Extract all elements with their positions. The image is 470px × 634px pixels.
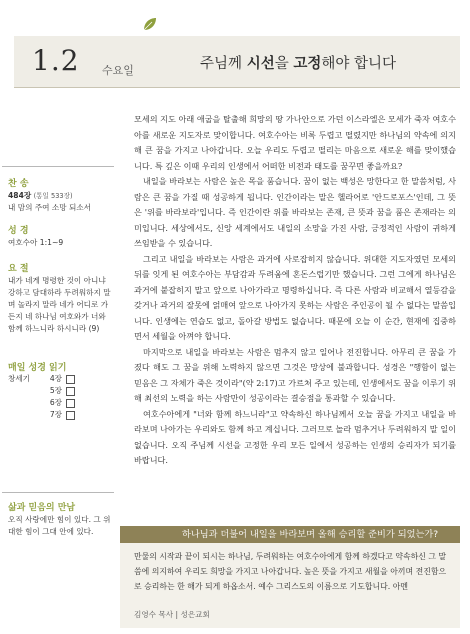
reflection-question: 하나님과 더불어 내일을 바라보며 올해 승리할 준비가 되었는가? [120, 526, 460, 543]
sidebar-divider [2, 166, 114, 167]
leaf-icon [142, 16, 158, 32]
quote-heading: 삶과 믿음의 만남 [8, 503, 76, 513]
header-divider [14, 87, 460, 88]
author-credit: 김영수 목사 | 성은교회 [134, 610, 210, 619]
day-of-week: 수요일 [102, 64, 134, 77]
quote-text: 오직 사랑에만 힘이 있다. 그 위대한 힘이 그대 안에 있다. [8, 515, 111, 536]
body-paragraph: 마지막으로 내일을 바라보는 사람은 멈추지 않고 일어나 전진합니다. 아무리 큰 꿈을 가졌다 해도 그 꿈을 위해 노력하지 않으면 그것은 망상에 불과합니다. 성경은 "행함이 없는 믿음은 그 자체가 죽은 것이라"(약 2:17)고 가르쳐 주고 있는데, 인생에서도 꿈을 이루기 위해 최선의 노력을 하는 사람만이 성공이라는 결승점을 통과할 수 있습니다. [134, 346, 456, 403]
author-church: 성은교회 [180, 610, 210, 619]
hymn-info [8, 190, 112, 214]
daily-reading-heading: 매일 성경 읽기 [8, 363, 67, 373]
reading-chapter: 6장 [49, 398, 62, 407]
sidebar-divider [2, 492, 114, 493]
reading-chapter: 5장 [49, 386, 62, 395]
body-paragraph: 모세의 지도 아래 애굽을 탈출해 희망의 땅 가나안으로 가던 이스라엘은 모세가 죽자 여호수아를 새로운 지도자로 맞이합니다. 여호수아는 비록 두렵고 떨렸지만 하나님의 약속에 의지해 큰 꿈을 가지고 나아갑니다. 오늘 우리도 두렵고 떨리는 마음으로 새로운 해를 맞이했습니다. 특 깊은 이때 우리의 인생에서 어떠한 비전과 태도를 꿈꾸면 좋을까요? [134, 114, 456, 171]
hymn-number: 484장 [8, 191, 32, 200]
reading-chapter: 4장 [49, 374, 62, 383]
hymn-title: 내 맘의 주여 소망 되소서 [8, 203, 92, 212]
prayer-text: 만물의 시작과 끝이 되시는 하나님, 두려워하는 여호수아에게 함께 하겠다고 약속하신 그 말씀에 의지하여 우리도 희망을 가지고 나아갑니다. 높은 뜻을 가지고 새월을 아끼며 전진함으로 승리하는 한 해가 되게 하옵소서. 예수 그리스도의 이름으로 기도합니다. 아멘 [134, 552, 447, 591]
reading-checkbox[interactable] [66, 375, 75, 384]
reading-row [8, 409, 112, 421]
prayer-body [120, 543, 460, 628]
date-number: 1.2 [32, 44, 80, 77]
reading-book: 창세기 [8, 374, 31, 383]
daily-reading-list [8, 373, 112, 421]
author-name: 김영수 [134, 610, 157, 619]
reading-row [8, 385, 112, 397]
page-header [14, 26, 460, 88]
hymn-alt-number: (통일 533장) [33, 192, 73, 200]
reading-checkbox[interactable] [66, 411, 75, 420]
reading-checkbox[interactable] [66, 399, 75, 408]
body-paragraph: 여호수아에게 "너와 함께 하느니라"고 약속하신 하나님께서 오늘 꿈을 가지고 내일을 바라보며 나아가는 우리와도 함께 하고 계십니다. 그러므로 놀라 멈추거나 두려워하지 말 일이 없습니다. 오직 주님께 시선을 고정한 우리 모든 일에서 성공하는 인생의 승리자가 되기를 바랍니다. [134, 408, 456, 465]
reading-checkbox[interactable] [66, 387, 75, 396]
body-paragraph: 내일을 바라보는 사람은 높은 목을 품습니다. 꿈이 없는 백성은 망한다고 한 말씀처럼, 사람은 큰 꿈을 가질 때 성공하게 됩니다. 인간이라는 말은 헬라어로 '안드로포스'인데, 그 뜻은 '위를 바라보라'입니다. 즉 인간이란 위를 바라보는 존재, 큰 뜻과 꿈을 품은 존재라는 의미입니다. 세상에서도, 신앙 세계에서도 내일의 소망을 가진 사람, 긍정적인 사람이 귀하게 쓰임받을 수 있습니다. [134, 176, 456, 248]
reading-row [8, 397, 112, 409]
devotional-body [134, 112, 456, 469]
reading-row [8, 373, 112, 385]
hymn-heading: 찬 송 [8, 179, 29, 189]
scripture-ref: 여호수아 1:1~9 [8, 238, 64, 247]
author-role: 목사 [158, 610, 174, 619]
reading-chapter: 7장 [49, 410, 62, 419]
body-paragraph: 그리고 내일을 바라보는 사람은 과거에 사로잡히지 않습니다. 위대한 지도자였던 모세의 뒤를 잇게 된 여호수아는 부담감과 두려움에 혼돈스럽기만 했습니다. 그런 그에게 하나님은 과거에 붙잡히지 말고 앞으로 나아가라고 명령하십니다. 즉 다른 사람과 비교해서 열등감을 갖거나 과거의 잘못에 얽매여 앞으로 나아가지 못하는 사람은 주인공이 될 수 없다는 말씀입니다. 인생에는 연습도 없고, 돌아갈 방법도 없습니다. 때문에 오늘 이 순간, 현재에 집중하면서 세월을 아껴야 합니다. [134, 253, 456, 341]
key-verse-heading: 요 절 [8, 264, 29, 274]
scripture-heading: 성 경 [8, 226, 29, 236]
page-title: 주님께 시선을 고정해야 합니다 [200, 56, 396, 72]
key-verse: 내가 네게 명령한 것이 아니냐 강하고 담대하라 두려워하지 말며 놀라지 말라 네가 어디로 가든지 네 하나님 여호와가 너와 함께 하느니라 하시니라 (9) [8, 276, 111, 333]
prayer-box [120, 526, 460, 628]
